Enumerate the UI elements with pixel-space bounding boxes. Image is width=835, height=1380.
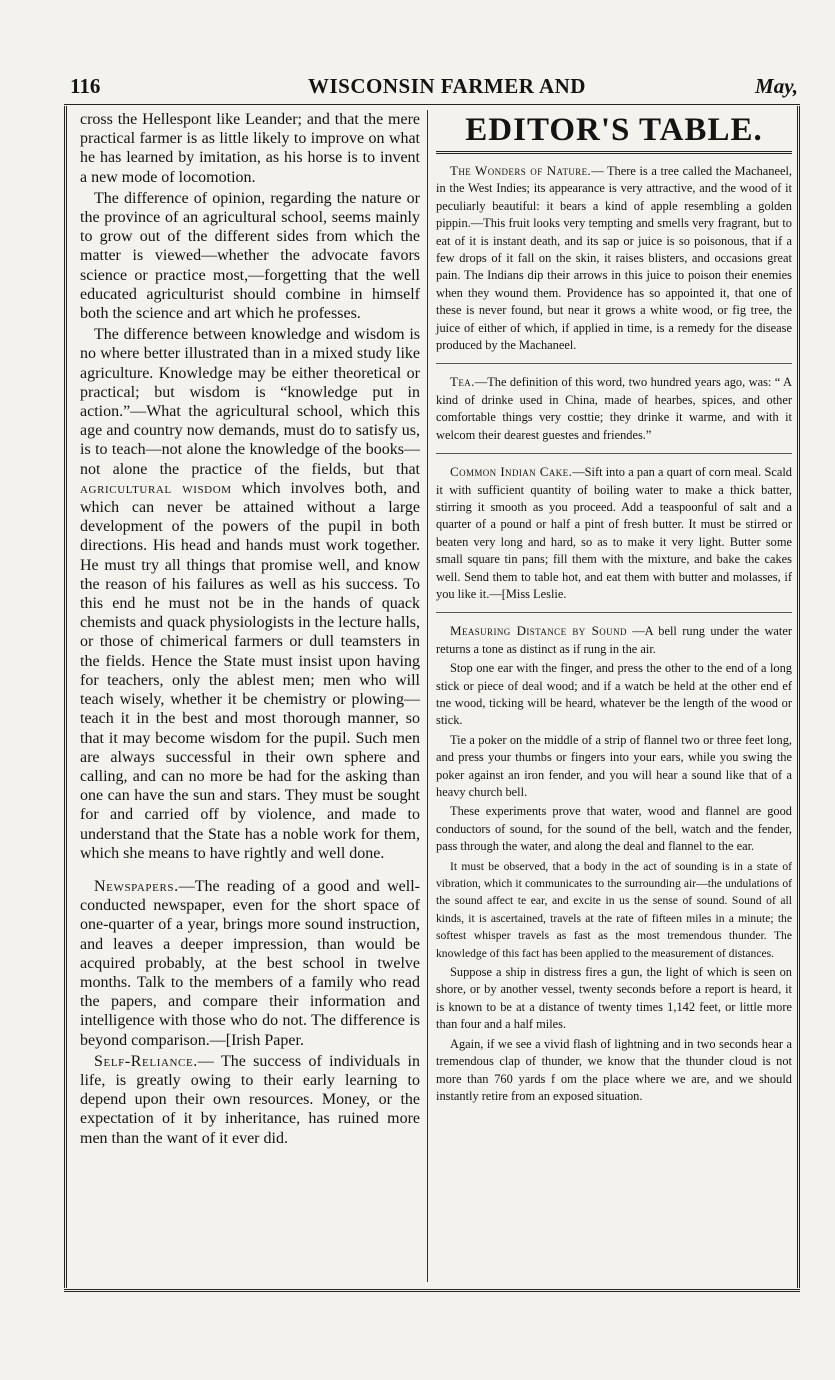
page-number: 116 [70, 74, 101, 98]
magazine-page [58, 64, 806, 1304]
running-title: WISCONSIN FARMER AND [308, 74, 586, 98]
tea-heading: Tea. [450, 374, 475, 390]
self-reliance-heading: Self-Reliance. [94, 1052, 198, 1070]
measuring-paragraph: Suppose a ship in distress fires a gun, the light of which is seen on shore, or by another vessel, twenty seconds before a report is heard, it is known to be at a distance of twenty times 1,142 feet, or little more than four and a half miles. [436, 965, 792, 1032]
indian-cake-heading: Common Indian Cake. [450, 464, 573, 480]
left-column [80, 110, 420, 1148]
measuring-paragraph: These experiments prove that water, wood and flannel are good conductors of sound, for the sound of the bell, watch and the fender, pass through the water, and along the deal and flannel to the ear. [436, 804, 792, 854]
paragraph-continuation: cross the Hellespont like Leander; and that the mere practical farmer is as little likely to improve on what he has learned by imitation, as his horse is to invent a new mode of locomotion. [80, 111, 420, 186]
header-rule [64, 104, 800, 105]
paragraph-opinion: The difference of opinion, regarding the nature or the province of an agricultural school, seems mainly to grow out of the different sides from which the matter is viewed—whether the advocate favors science or practice most,—forgetting that the well educated agriculturist should combine in himself both the science and art which he professes. [80, 189, 420, 323]
tea-body: —The definition of this word, two hundred years ago, was: “ A kind of drinke used in China, made of hearbes, spices, and other comfortable things very costtie; they drinke it warme, and with it welcom their dearest guestes and friendes.” [436, 375, 792, 442]
frame-bottom-rule [64, 1289, 800, 1292]
measuring-paragraph: Stop one ear with the finger, and press the other to the end of a long stick or piece of deal wood; and if a watch be held at the other end ef tne wood, ticking will be heard, whatever be the length of the wood or stick. [436, 661, 792, 728]
self-reliance-item [80, 1052, 420, 1148]
paragraph-knowledge-part2: which involves both, and which can never be attained without a large development of the powers of the pupil in both directions. His head and hands must work together. He must try all things that promise well, and know the reason of his failures as well as his success. To this end he must not be in the hands of quack chemists and quack physiologists in the lecture halls, or those of chimerical farmers or dull teamsters in the fields. Hence the State must insist upon having for teachers, only the ablest men; men who will teach wisely, whether it be chemistry or plowing—teach it in the best and most thorough manner, so that it may become wisdom for the pupil. Such men are always successful in their own sphere and calling, and can no more be had for the asking than one can have the sun and stars. They must be sought for and carried off by violence, and made to understand that the State has a noble work for them, which she means to have rightly and well done. [80, 479, 420, 862]
measuring-intro: —A bell rung under the water returns a tone as distinct as if rung in the air. [436, 624, 792, 656]
self-reliance-body: — The success of individuals in life, is greatly owing to their early learning to depend upon their own resources. Money, or the expectation of it by inheritance, has ruined more men than the want of it ever did. [80, 1052, 420, 1147]
paragraph-knowledge [80, 325, 420, 863]
tea-item [436, 373, 792, 444]
measuring-paragraph: Again, if we see a vivid flash of lightning and in two seconds hear a tremendous clap of thunder, we know that the thunder cloud is not more than 760 yards f om the place where we are, and we should instantly retire from an exposed situation. [436, 1036, 792, 1103]
item-divider [436, 612, 792, 613]
measuring-heading: Measuring Distance by Sound [450, 623, 627, 639]
measuring-paragraph: Tie a poker on the middle of a strip of flannel two or three feet long, and press your thumbs or fingers into your ears, while you swing the poker against an iron fender, and you will hear a sound like that of a heavy church bell. [436, 732, 792, 799]
item-divider [436, 453, 792, 454]
running-month: May, [755, 74, 798, 98]
right-column [436, 110, 792, 1105]
newspapers-body: —The reading of a good and well-conducted newspaper, even for the short space of one-quarter of a year, brings more sound instruction, and leaves a deeper impression, than would be acquired probably, at the best school in twelve months. Talk to the members of a family who read the papers, and compare their information and intelligence with those who do not. The difference is beyond comparison.—[Irish Paper. [80, 877, 420, 1049]
running-header [58, 64, 806, 108]
paragraph-knowledge-part1: The difference between knowledge and wisdom is no where better illustrated than in a mixed study like agriculture. Knowledge may be either theoretical or practical; but wisdom is “knowledge put in action.”—What the agricultural school, which this age and country now demands, must do to satisfy us, is to teach—not alone the knowledge of the books—not alone the practice of the fields, but that [80, 326, 420, 478]
measuring-paragraph: It must be observed, that a body in the act of sounding is in a state of vibration, which it communicates to the surrounding air—the undulations of the sound affect te ear, and excite in us the sense of sound. Sound of all kinds, it is ascertained, travels at the rate of fifteen miles in a minute; the softest whisper travels as fast as the most tremendous thunder. The knowledge of this fact has been applied to the measurement of distances. [436, 859, 792, 960]
indian-cake-body: —Sift into a pan a quart of corn meal. Scald it with sufficient quantity of boiling water to make a thick batter, stirring it smooth as you proceed. Add a teaspoonful of salt and a quarter of a pound or half a pint of fresh butter. It must be stirred or beaten very long and hard, so as to make it very light. Butter some small square tin pans; fill them with the mixture, and bake the cakes well. Send them to table hot, and eat them with butter and molasses, if you like it.—[Miss Leslie. [436, 465, 792, 601]
wonders-of-nature-item [436, 162, 792, 354]
title-rule [436, 151, 792, 154]
column-divider [427, 110, 428, 1282]
indian-cake-item [436, 463, 792, 603]
newspapers-heading: Newspapers. [94, 877, 179, 895]
frame-left-rule [64, 106, 67, 1288]
measuring-distance-item [436, 622, 792, 658]
frame-right-rule [797, 106, 800, 1288]
newspapers-item [80, 877, 420, 1050]
wonders-heading: The Wonders of Nature. [450, 163, 592, 178]
item-divider [436, 363, 792, 364]
wonders-body: — There is a tree called the Machaneel, in the West Indies; its appearance is very attractive, and the wood of it peculiarly beautiful: it bears a kind of apple resembling a golden pippin.—This fruit looks very tempting and smells very fragrant, but to eat of it is instant death, and its sap or juice is so poisonous, that if a few drops of it fall on the skin, it raises blisters, and occasions great pain. The Indians dip their arrows in this juice to poison their enemies when they wound them. Providence has so appointed it, that one of these is never found, but near it grows a white wood, or fig tree, the juice of either of which, if applied in time, is a remedy for the disease produced by the Machaneel. [436, 164, 793, 353]
agricultural-wisdom-phrase: agricultural wisdom [80, 479, 232, 497]
editors-table-title: EDITOR'S TABLE. [465, 112, 763, 148]
